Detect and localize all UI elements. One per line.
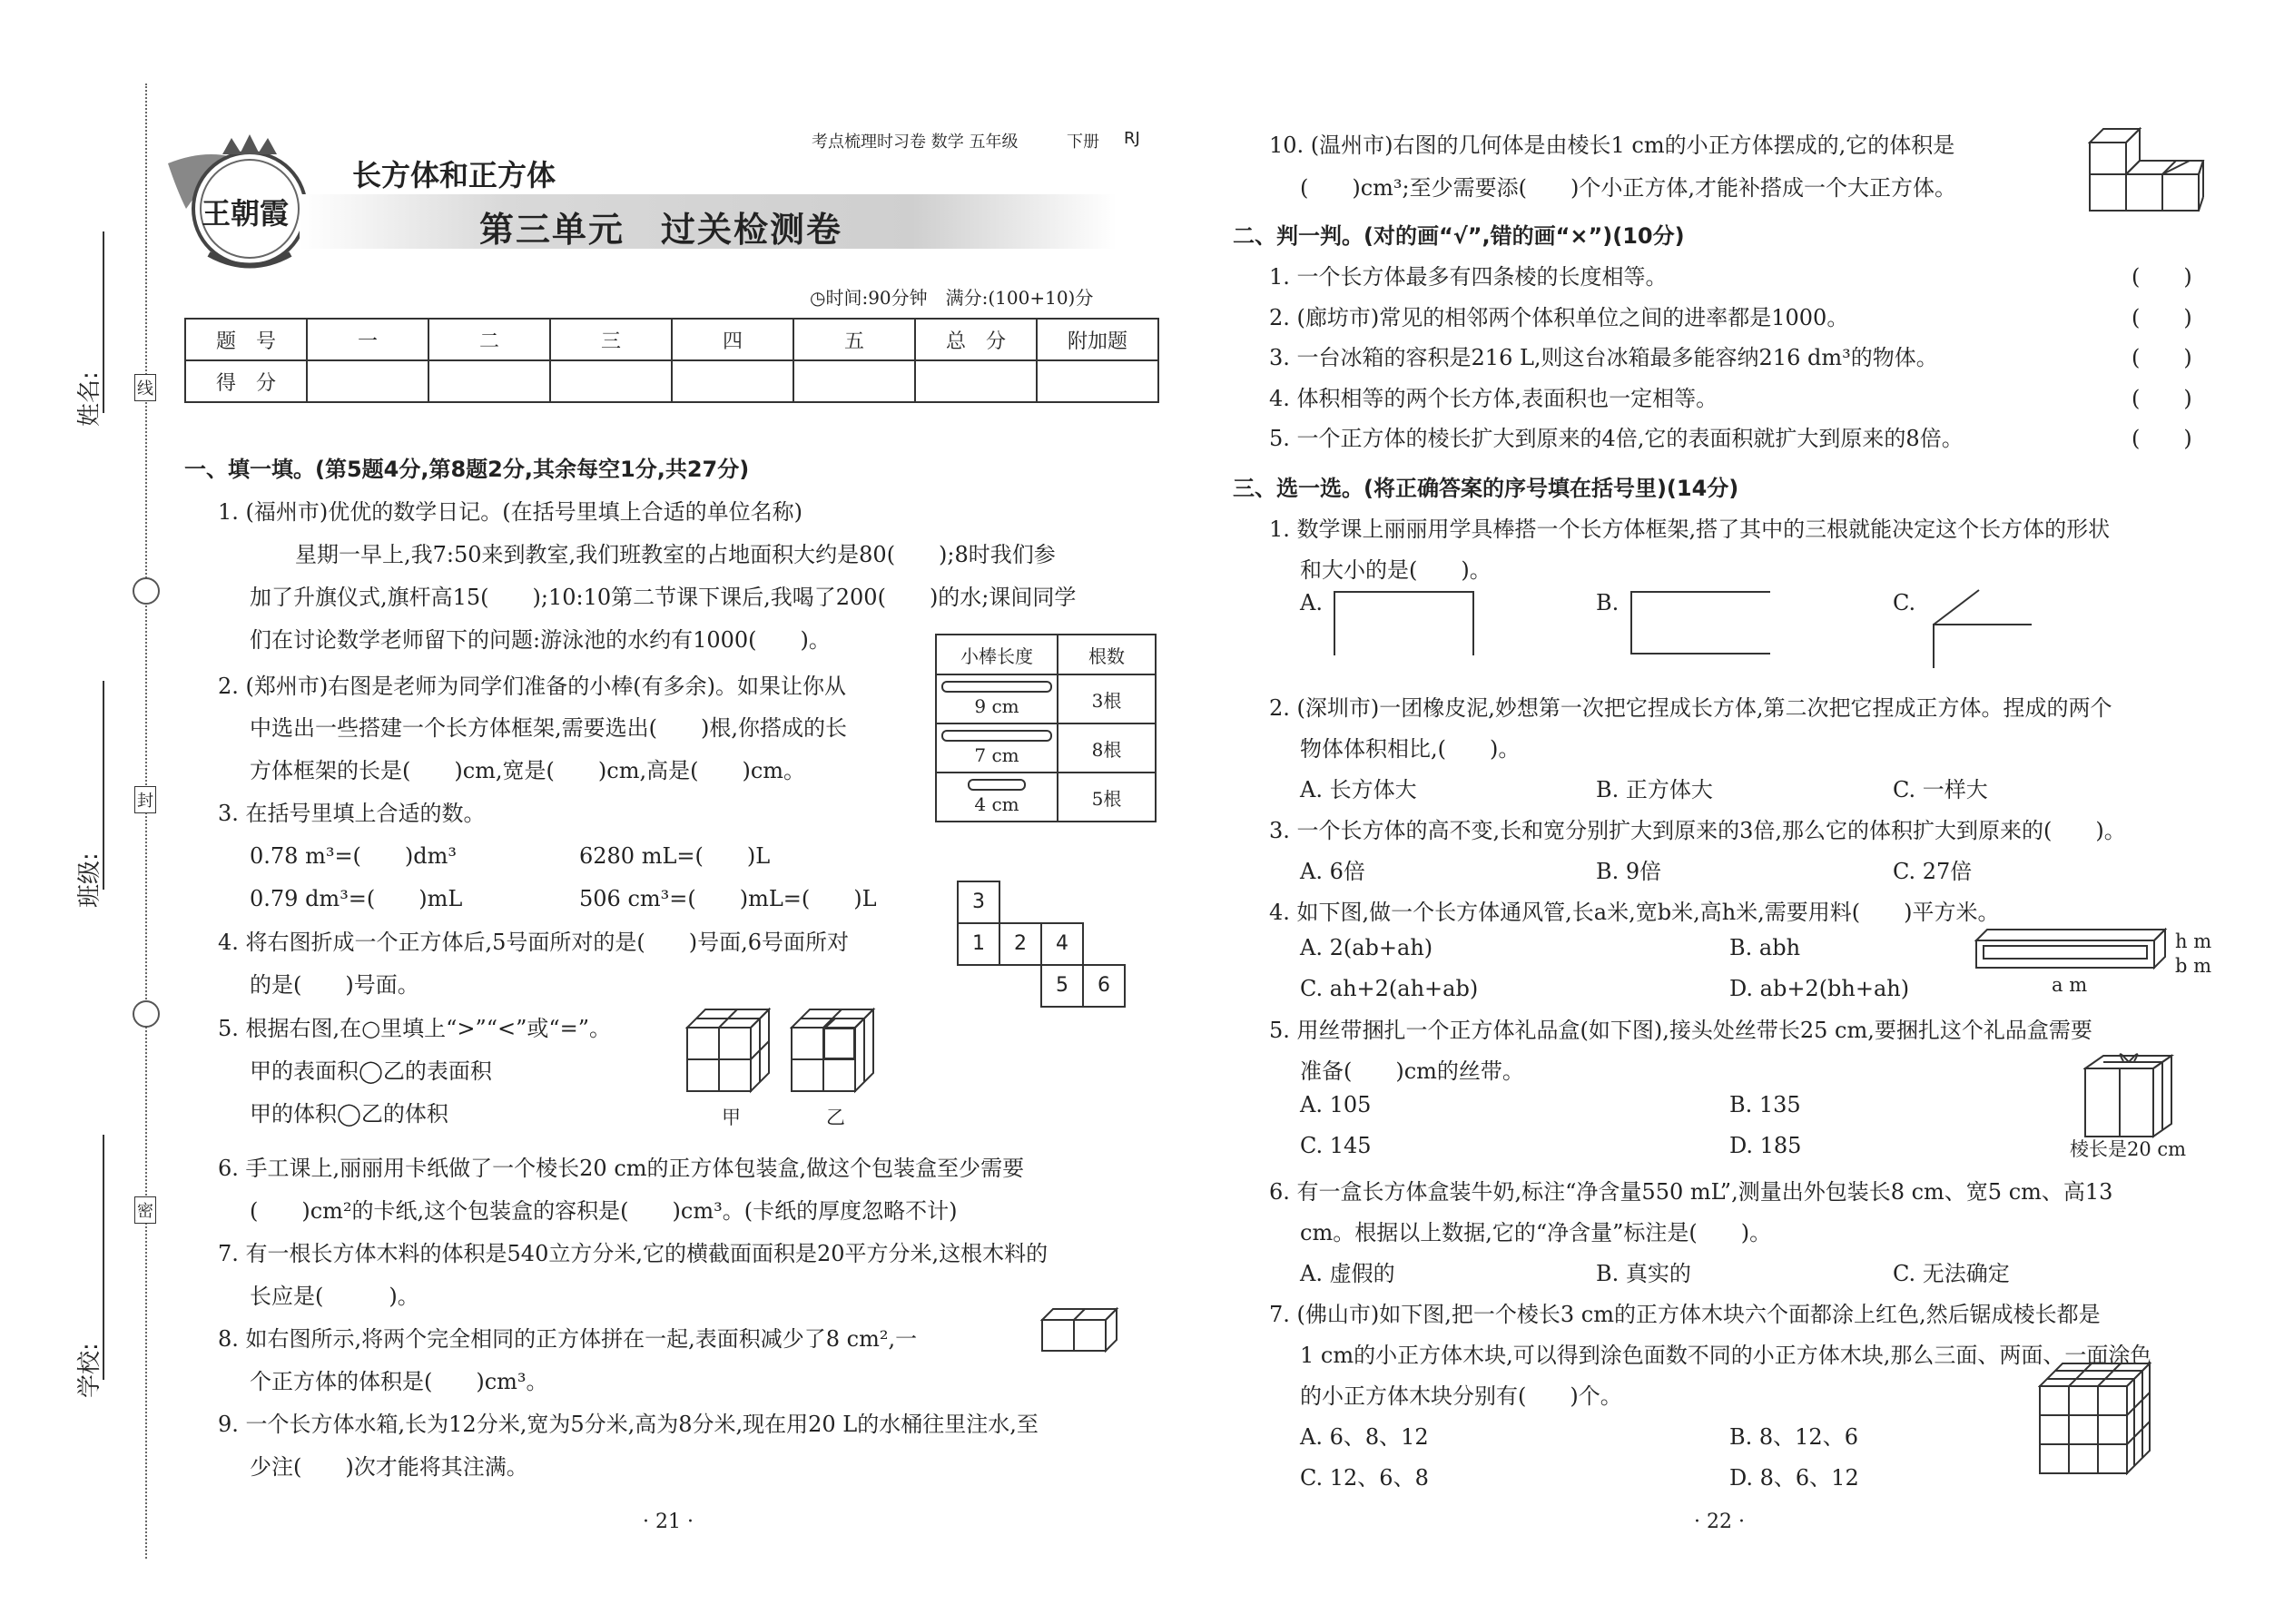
c7-line2: 1 cm的小正方体木块,可以得到涂色面数不同的小正方体木块,那么三面、两面、一面涂色 [1300, 1343, 2152, 1368]
c1-line1: 1. 数学课上丽丽用学具棒搭一个长方体框架,搭了其中的三根就能决定这个长方体的形状 [1269, 517, 2111, 542]
q6-line1: 6. 手工课上,丽丽用卡纸做了一个棱长20 cm的正方体包装盒,做这个包装盒至少需要 [218, 1156, 1025, 1181]
stick-length: 7 cm [936, 723, 1058, 773]
gutter-name-field[interactable] [103, 231, 104, 413]
cube-structure-icon [2088, 127, 2206, 213]
c1-option-a[interactable]: A. [1300, 590, 1323, 615]
gutter-class-field[interactable] [103, 681, 104, 890]
gutter-name-label: 姓名: [76, 371, 103, 427]
q5-line3: 甲的体积◯乙的体积 [250, 1101, 448, 1127]
judge-answer-5[interactable]: ( ) [2132, 426, 2192, 451]
q7-line1: 7. 有一根长方体木料的体积是540立方分米,它的横截面面积是20平方分米,这根木料的 [218, 1241, 1049, 1266]
unit-topic: 长方体和正方体 [352, 158, 556, 192]
stick-icon [941, 681, 1052, 693]
score-cell[interactable] [428, 360, 550, 402]
gift-box-icon [2083, 1048, 2174, 1139]
q1-line2: 星期一早上,我7:50来到教室,我们班教室的占地面积大约是80( );8时我们参 [295, 542, 1056, 567]
q2-line1: 2. (郑州市)右图是老师为同学们准备的小棒(有多余)。如果让你从 [218, 674, 846, 699]
section-judge-heading: 二、判一判。(对的画“√”,错的画“×”)(10分) [1233, 223, 1685, 249]
q1-line1: 1. (福州市)优优的数学日记。(在括号里填上合适的单位名称) [218, 499, 802, 525]
cube-label-jia: 甲 [722, 1107, 741, 1128]
gutter-emblem-icon [133, 577, 160, 605]
pipe-label-a: a m [2052, 974, 2088, 996]
stick-count: 8根 [1058, 723, 1156, 773]
sticks-header-count: 根数 [1058, 635, 1156, 674]
net-face-2: 2 [999, 922, 1042, 966]
exam-time-info: ◷时间:90分钟 满分:(100+10)分 [810, 287, 1094, 309]
q8-line1: 8. 如右图所示,将两个完全相同的正方体拼在一起,表面积减少了8 cm²,一 [218, 1326, 918, 1352]
c3-option-c[interactable]: C. 27倍 [1893, 859, 1973, 884]
score-header: 题 号 [185, 319, 307, 360]
c2-line1: 2. (深圳市)一团橡皮泥,妙想第一次把它捏成长方体,第二次把它捏成正方体。捏成的两个 [1269, 695, 2112, 721]
score-header: 附加题 [1037, 319, 1158, 360]
score-header: 四 [672, 319, 793, 360]
judge-item-3: 3. 一台冰箱的容积是216 L,则这台冰箱最多能容纳216 dm³的物体。 [1269, 345, 1938, 370]
gutter-class-label: 班级: [76, 852, 103, 908]
c7-line1: 7. (佛山市)如下图,把一个棱长3 cm的正方体木块六个面都涂上红色,然后锯成棱长都是 [1269, 1302, 2101, 1327]
score-cell[interactable] [672, 360, 793, 402]
c2-option-b[interactable]: B. 正方体大 [1596, 777, 1713, 802]
q4-line1: 4. 将右图折成一个正方体后,5号面所对的是( )号面,6号面所对 [218, 930, 850, 955]
score-cell[interactable] [550, 360, 672, 402]
sticks-table [935, 634, 1157, 822]
score-header: 二 [428, 319, 550, 360]
judge-answer-1[interactable]: ( ) [2132, 264, 2192, 290]
seal-mark-secret: 密 [134, 1196, 156, 1224]
judge-item-1: 1. 一个长方体最多有四条棱的长度相等。 [1269, 264, 1668, 290]
q3-line1: 3. 在括号里填上合适的数。 [218, 801, 486, 826]
two-cubes-icon [1040, 1307, 1122, 1353]
score-header: 总 分 [915, 319, 1037, 360]
q3-d: 506 cm³=( )mL=( )L [579, 886, 877, 911]
c2-option-a[interactable]: A. 长方体大 [1300, 777, 1417, 802]
stick-length: 4 cm [936, 773, 1058, 822]
c6-option-c[interactable]: C. 无法确定 [1893, 1261, 2010, 1286]
c4-option-b[interactable]: B. abh [1729, 935, 1801, 960]
c6-option-b[interactable]: B. 真实的 [1596, 1261, 1691, 1286]
header-edition: RJ [1124, 129, 1140, 148]
c5-line2: 准备( )cm的丝带。 [1300, 1058, 1524, 1084]
c7-line3: 的小正方体木块分别有( )个。 [1300, 1383, 1622, 1409]
c3-option-b[interactable]: B. 9倍 [1596, 859, 1662, 884]
binding-dotted-line [145, 84, 147, 1559]
q7-line2: 长应是( )。 [250, 1284, 419, 1309]
net-face-3: 3 [957, 881, 1000, 924]
q3-c: 0.79 dm³=( )mL [250, 886, 463, 911]
judge-answer-4[interactable]: ( ) [2132, 386, 2192, 411]
c3-line1: 3. 一个长方体的高不变,长和宽分别扩大到原来的3倍,那么它的体积扩大到原来的( )。 [1269, 818, 2126, 843]
c2-option-c[interactable]: C. 一样大 [1893, 777, 1988, 802]
c6-line1: 6. 有一盒长方体盒装牛奶,标注“净含量550 mL”,测量出外包装长8 cm、宽5 cm、高13 [1269, 1179, 2113, 1205]
c1-option-b[interactable]: B. [1596, 590, 1620, 615]
q9-line2: 少注( )次才能将其注满。 [250, 1454, 528, 1480]
section-fill-heading: 一、填一填。(第5题4分,第8题2分,其余每空1分,共27分) [184, 457, 750, 482]
q6-line2: ( )cm²的卡纸,这个包装盒的容积是( )cm³。(卡纸的厚度忽略不计) [250, 1198, 958, 1224]
frame-a-icon [1333, 590, 1478, 655]
q4-line2: 的是( )号面。 [250, 972, 419, 998]
stick-icon [968, 779, 1026, 791]
q2-line2: 中选出一些搭建一个长方体框架,需要选出( )根,你搭成的长 [250, 715, 847, 741]
q2-line3: 方体框架的长是( )cm,宽是( )cm,高是( )cm。 [250, 758, 806, 783]
section-choice-heading: 三、选一选。(将正确答案的序号填在括号里)(14分) [1233, 476, 1739, 501]
net-face-1: 1 [957, 922, 1000, 966]
score-cell[interactable] [793, 360, 915, 402]
net-face-5: 5 [1040, 964, 1084, 1008]
cube-stack-jia-icon [685, 1008, 776, 1098]
score-header: 一 [307, 319, 428, 360]
score-cell[interactable] [915, 360, 1037, 402]
gutter-emblem-icon [133, 1000, 160, 1028]
rubiks-cube-icon [2038, 1362, 2156, 1475]
c1-line2: 和大小的是( )。 [1300, 557, 1492, 583]
c7-option-a[interactable]: A. 6、8、12 [1300, 1424, 1429, 1450]
c4-option-c[interactable]: C. ah+2(ah+ab) [1300, 976, 1479, 1001]
c5-option-c[interactable]: C. 145 [1300, 1133, 1372, 1158]
frame-b-icon [1629, 590, 1775, 655]
score-header: 三 [550, 319, 672, 360]
score-table [184, 318, 1159, 403]
score-row-label: 得 分 [185, 360, 307, 402]
c7-option-c[interactable]: C. 12、6、8 [1300, 1465, 1429, 1491]
net-face-4: 4 [1040, 922, 1084, 966]
q5-line1: 5. 根据右图,在○里填上“>”“<”或“=”。 [218, 1016, 612, 1041]
score-cell[interactable] [307, 360, 428, 402]
judge-item-4: 4. 体积相等的两个长方体,表面积也一定相等。 [1269, 386, 1718, 411]
page-number-right: · 22 · [1694, 1511, 1745, 1533]
q3-b: 6280 mL=( )L [579, 843, 771, 869]
net-face-6: 6 [1082, 964, 1126, 1008]
vent-pipe-icon [1974, 928, 2174, 973]
frame-c-icon [1932, 588, 2041, 670]
c6-option-a[interactable]: A. 虚假的 [1300, 1261, 1395, 1286]
judge-item-2: 2. (廊坊市)常见的相邻两个体积单位之间的进率都是1000。 [1269, 305, 1849, 330]
q5-line2: 甲的表面积◯乙的表面积 [250, 1058, 492, 1084]
judge-answer-2[interactable]: ( ) [2132, 305, 2192, 330]
score-header: 五 [793, 319, 915, 360]
stick-count: 3根 [1058, 674, 1156, 723]
q8-line2: 个正方体的体积是( )cm³。 [250, 1369, 548, 1394]
seal-mark-seal: 封 [134, 786, 156, 813]
c7-option-d[interactable]: D. 8、6、12 [1729, 1465, 1859, 1491]
gift-box-label: 棱长是20 cm [2070, 1138, 2187, 1160]
pipe-label-b: b m [2175, 955, 2212, 977]
stick-icon [941, 730, 1052, 742]
q3-a: 0.78 m³=( )dm³ [250, 843, 458, 869]
gutter-school-label: 学校: [76, 1343, 103, 1398]
cube-stack-yi-icon [790, 1008, 881, 1098]
seal-mark-line: 线 [134, 374, 156, 401]
c2-line2: 物体体积相比,( )。 [1300, 736, 1521, 762]
judge-answer-3[interactable]: ( ) [2132, 345, 2192, 370]
c5-line1: 5. 用丝带捆扎一个正方体礼品盒(如下图),接头处丝带长25 cm,要捆扎这个礼品盒需要 [1269, 1018, 2092, 1043]
q10-line1: 10. (温州市)右图的几何体是由棱长1 cm的小正方体摆成的,它的体积是 [1269, 133, 1955, 158]
sticks-header-length: 小棒长度 [936, 635, 1058, 674]
page-title: 第三单元 过关检测卷 [479, 209, 843, 250]
c4-option-d[interactable]: D. ab+2(bh+ah) [1729, 976, 1910, 1001]
c4-line1: 4. 如下图,做一个长方体通风管,长a米,宽b米,高h米,需要用料( )平方米。 [1269, 900, 2000, 925]
cube-label-yi: 乙 [826, 1107, 845, 1128]
c4-option-a[interactable]: A. 2(ab+ah) [1300, 935, 1433, 960]
c1-option-c[interactable]: C. [1893, 590, 1916, 615]
c7-option-b[interactable]: B. 8、12、6 [1729, 1424, 1858, 1450]
q9-line1: 9. 一个长方体水箱,长为12分米,宽为5分米,高为8分米,现在用20 L的水桶往里注水,至 [218, 1412, 1039, 1437]
c6-line2: cm。根据以上数据,它的“净含量”标注是( )。 [1300, 1220, 1772, 1245]
gutter-school-field[interactable] [103, 1135, 104, 1380]
c3-option-a[interactable]: A. 6倍 [1300, 859, 1365, 884]
q10-line2: ( )cm³;至少需要添( )个小正方体,才能补搭成一个大正方体。 [1300, 175, 1956, 201]
judge-item-5: 5. 一个正方体的棱长扩大到原来的4倍,它的表面积就扩大到原来的8倍。 [1269, 426, 1964, 451]
score-cell[interactable] [1037, 360, 1158, 402]
c5-option-d[interactable]: D. 185 [1729, 1133, 1802, 1158]
c5-option-a[interactable]: A. 105 [1300, 1092, 1372, 1117]
q1-line4: 们在讨论数学老师留下的问题:游泳池的水约有1000( )。 [250, 627, 831, 653]
brand-logo-text: 王朝霞 [202, 196, 290, 231]
q1-line3: 加了升旗仪式,旗杆高15( );10:10第二节课下课后,我喝了200( )的水;课间同学 [250, 585, 1077, 610]
c5-option-b[interactable]: B. 135 [1729, 1092, 1801, 1117]
page-number-left: · 21 · [643, 1511, 694, 1533]
stick-length: 9 cm [936, 674, 1058, 723]
stick-count: 5根 [1058, 773, 1156, 822]
header-series: 考点梳理时习卷 数学 五年级 [812, 133, 1019, 152]
header-volume: 下册 [1067, 133, 1099, 152]
pipe-label-h: h m [2175, 930, 2212, 952]
